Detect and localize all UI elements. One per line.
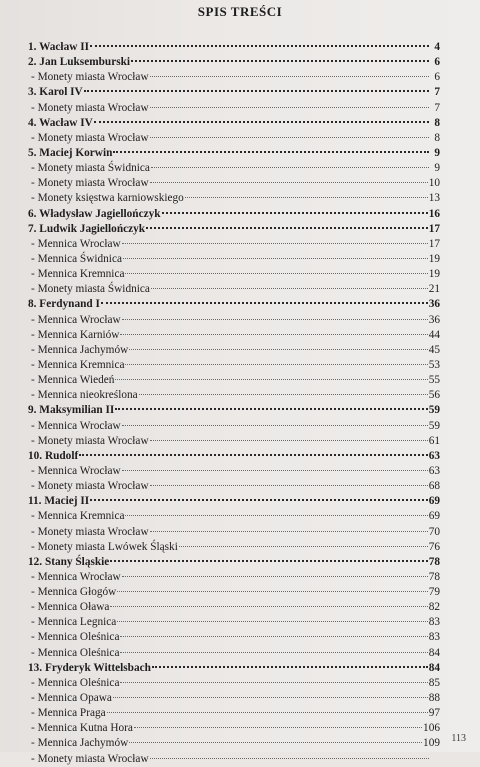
dot-leader xyxy=(125,363,427,365)
toc-chapter-entry xyxy=(28,222,440,237)
toc-subentry xyxy=(28,328,440,343)
dot-leader xyxy=(131,59,429,62)
toc-entry-page: 44 xyxy=(428,328,440,341)
dot-leader xyxy=(125,514,427,516)
dot-leader xyxy=(79,453,427,456)
dot-leader xyxy=(162,211,428,214)
toc-entry-label: - Mennica Karniów xyxy=(31,328,120,341)
toc-subentry xyxy=(28,176,440,191)
toc-entry-page: 88 xyxy=(428,692,440,705)
toc-entry-page: 9 xyxy=(434,146,440,159)
toc-entry-label: - Monety miasta Wrocław xyxy=(31,525,149,538)
dot-leader xyxy=(150,439,428,441)
toc-subentry xyxy=(28,676,440,691)
dot-leader xyxy=(115,378,427,380)
toc-entry-page: 85 xyxy=(428,676,440,689)
toc-entry-page: 8 xyxy=(434,116,440,129)
dot-leader xyxy=(113,696,428,698)
toc-entry-page: 16 xyxy=(428,207,440,220)
toc-entry-page: 76 xyxy=(428,540,440,553)
toc-subentry xyxy=(28,479,440,494)
dot-leader xyxy=(120,681,427,683)
toc-subentry xyxy=(28,752,440,767)
toc-subentry xyxy=(28,721,440,736)
toc-subentry xyxy=(28,434,440,449)
dot-leader xyxy=(113,150,429,153)
toc-entry-page: 45 xyxy=(428,343,440,356)
dot-leader xyxy=(117,590,427,592)
toc-chapter-entry xyxy=(28,146,440,161)
dot-leader xyxy=(150,75,429,77)
toc-subentry xyxy=(28,630,440,645)
toc-entry-page: 19 xyxy=(428,252,440,265)
toc-entry-label: - Monety księstwa karniowskiego xyxy=(31,192,184,205)
toc-entry-page: 97 xyxy=(428,707,440,720)
toc-entry-page: 78 xyxy=(428,570,440,583)
toc-subentry xyxy=(28,191,440,206)
toc-chapter-entry xyxy=(28,297,440,312)
toc-entry-page: 19 xyxy=(428,268,440,281)
toc-entry-label: 2. Jan Luksemburski xyxy=(28,56,131,69)
toc-entry-label: 5. Maciej Korwin xyxy=(28,146,113,159)
toc-entry-label: - Mennica Legnica xyxy=(31,616,117,629)
toc-entry-page: 8 xyxy=(434,131,440,144)
toc-entry-page: 70 xyxy=(428,525,440,538)
dot-leader xyxy=(84,89,429,92)
toc-entry-page: 53 xyxy=(428,358,440,371)
toc-entry-label: - Monety miasta Wrocław xyxy=(31,752,149,765)
toc-subentry xyxy=(28,237,440,252)
toc-entry-label: - Mennica Wrocław xyxy=(31,464,121,477)
toc-entry-label: - Mennica Praga xyxy=(31,707,106,720)
dot-leader xyxy=(129,348,427,350)
dot-leader xyxy=(120,333,427,335)
toc-entry-page: 4 xyxy=(434,41,440,53)
toc-subentry xyxy=(28,419,440,434)
page-number: 113 xyxy=(451,733,466,744)
toc-entry-page: 13 xyxy=(428,192,440,205)
toc-entry-label: - Monety miasta Wrocław xyxy=(31,480,149,493)
toc-entry-page: 83 xyxy=(428,616,440,629)
toc-entry-page: 84 xyxy=(428,646,440,659)
dot-leader xyxy=(123,257,428,259)
toc-entry-page: 7 xyxy=(434,86,440,99)
toc-entry-label: - Mennica Oława xyxy=(31,601,110,614)
toc-subentry xyxy=(28,313,440,328)
toc-entry-label: - Monety miasta Wrocław xyxy=(31,434,149,447)
toc-entry-label: - Mennica Jachymów xyxy=(31,737,129,750)
toc-subentry xyxy=(28,600,440,615)
toc-entry-page: 17 xyxy=(428,237,440,250)
toc-entry-page: 56 xyxy=(428,389,440,402)
toc-entry-label: - Mennica Świdnica xyxy=(31,252,122,265)
table-of-contents xyxy=(28,40,440,767)
dot-leader xyxy=(185,196,428,198)
toc-entry-label: 13. Fryderyk Wittelsbach xyxy=(28,661,151,674)
dot-leader xyxy=(151,166,429,168)
toc-chapter-entry xyxy=(28,85,440,100)
dot-leader xyxy=(90,44,429,47)
toc-entry-label: - Mennica Kutna Hora xyxy=(31,722,133,735)
toc-subentry xyxy=(28,267,440,282)
toc-entry-page: 68 xyxy=(428,480,440,493)
toc-chapter-entry xyxy=(28,449,440,464)
dot-leader xyxy=(134,726,422,728)
toc-entry-label: - Monety miasta Wrocław xyxy=(31,131,149,144)
toc-entry-label: - Monety miasta Wrocław xyxy=(31,101,149,114)
toc-entry-page: 84 xyxy=(428,661,440,674)
dot-leader xyxy=(94,120,429,123)
dot-leader xyxy=(101,301,428,304)
toc-entry-label: 8. Ferdynand I xyxy=(28,298,100,311)
dot-leader xyxy=(122,242,428,244)
dot-leader xyxy=(150,106,429,108)
toc-subentry xyxy=(28,615,440,630)
toc-entry-label: 4. Wacław IV xyxy=(28,116,93,129)
toc-entry-label: - Monety miasta Lwówek Śląski xyxy=(31,540,178,553)
toc-entry-label: - Mennica nieokreślona xyxy=(31,389,138,402)
toc-subentry xyxy=(28,509,440,524)
dot-leader xyxy=(117,620,427,622)
toc-entry-page: 83 xyxy=(428,631,440,644)
toc-entry-page: 17 xyxy=(428,222,440,235)
toc-subentry xyxy=(28,282,440,297)
toc-subentry xyxy=(28,70,440,85)
toc-chapter-entry xyxy=(28,555,440,570)
toc-subentry xyxy=(28,373,440,388)
toc-subentry xyxy=(28,101,440,116)
dot-leader xyxy=(150,530,428,532)
toc-entry-page: 61 xyxy=(428,434,440,447)
toc-entry-page: 82 xyxy=(428,601,440,614)
toc-chapter-entry xyxy=(28,403,440,418)
dot-leader xyxy=(179,545,428,547)
toc-entry-label: - Monety miasta Świdnica xyxy=(31,162,150,175)
toc-entry-label: - Monety miasta Wrocław xyxy=(31,177,149,190)
toc-entry-label: - Monety miasta Wrocław xyxy=(31,71,149,84)
dot-leader xyxy=(122,469,428,471)
toc-subentry xyxy=(28,585,440,600)
toc-subentry xyxy=(28,525,440,540)
toc-entry-page: 21 xyxy=(428,283,440,296)
dot-leader xyxy=(146,226,428,229)
dot-leader xyxy=(125,272,427,274)
toc-chapter-entry xyxy=(28,55,440,70)
toc-entry-label: 9. Maksymilian II xyxy=(28,404,115,417)
toc-subentry xyxy=(28,464,440,479)
toc-entry-label: - Mennica Oleśnica xyxy=(31,646,120,659)
toc-entry-page: 69 xyxy=(428,495,440,508)
toc-entry-page: 78 xyxy=(428,555,440,568)
toc-entry-label: 7. Ludwik Jagiellończyk xyxy=(28,222,146,235)
toc-entry-page: 109 xyxy=(423,737,440,750)
toc-entry-label: - Mennica Wrocław xyxy=(31,419,121,432)
toc-subentry xyxy=(28,691,440,706)
toc-subentry xyxy=(28,736,440,751)
dot-leader xyxy=(110,559,427,562)
dot-leader xyxy=(150,757,429,759)
toc-subentry xyxy=(28,161,440,176)
toc-entry-page: 55 xyxy=(428,374,440,387)
toc-entry-label: - Mennica Kremnica xyxy=(31,268,125,281)
toc-entry-page: 6 xyxy=(434,71,440,84)
toc-entry-label: 12. Stany Śląskie xyxy=(28,555,110,568)
toc-subentry xyxy=(28,252,440,267)
dot-leader xyxy=(150,136,429,138)
toc-subentry xyxy=(28,570,440,585)
toc-entry-label: - Mennica Głogów xyxy=(31,586,117,599)
dot-leader xyxy=(122,318,428,320)
toc-entry-label: - Monety miasta Świdnica xyxy=(31,283,150,296)
toc-entry-page: 10 xyxy=(428,177,440,190)
toc-entry-label: - Mennica Wrocław xyxy=(31,237,121,250)
toc-subentry xyxy=(28,131,440,146)
dot-leader xyxy=(122,575,428,577)
toc-entry-page: 36 xyxy=(428,313,440,326)
toc-entry-page: 59 xyxy=(428,419,440,432)
toc-entry-label: - Mennica Wrocław xyxy=(31,570,121,583)
dot-leader xyxy=(152,665,428,668)
toc-subentry xyxy=(28,540,440,555)
toc-entry-label: 10. Rudolf xyxy=(28,449,79,462)
toc-entry-label: 6. Władysław Jagiellończyk xyxy=(28,207,161,220)
toc-entry-label: - Mennica Opawa xyxy=(31,692,112,705)
toc-entry-label: - Mennica Wiedeń xyxy=(31,374,115,387)
toc-entry-page: 63 xyxy=(428,464,440,477)
toc-chapter-entry xyxy=(28,116,440,131)
dot-leader xyxy=(139,393,428,395)
dot-leader xyxy=(107,711,428,713)
toc-chapter-entry xyxy=(28,207,440,222)
dot-leader xyxy=(129,741,422,743)
toc-subentry xyxy=(28,388,440,403)
toc-entry-label: - Mennica Jachymów xyxy=(31,343,129,356)
toc-subentry xyxy=(28,646,440,661)
toc-entry-page: 59 xyxy=(428,404,440,417)
toc-subentry xyxy=(28,706,440,721)
dot-leader xyxy=(120,651,427,653)
toc-entry-label: - Mennica Kremnica xyxy=(31,358,125,371)
dot-leader xyxy=(122,424,428,426)
dot-leader xyxy=(120,635,427,637)
toc-entry-label: - Mennica Oleśnica xyxy=(31,631,120,644)
toc-entry-page: 9 xyxy=(434,162,440,175)
dot-leader xyxy=(110,605,427,607)
toc-entry-label: - Mennica Wrocław xyxy=(31,313,121,326)
toc-entry-page: 106 xyxy=(423,722,440,735)
toc-chapter-entry xyxy=(28,661,440,676)
toc-entry-label: 3. Karol IV xyxy=(28,86,83,99)
toc-entry-page: 63 xyxy=(428,449,440,462)
toc-entry-page: 6 xyxy=(434,56,440,69)
dot-leader xyxy=(115,407,427,410)
toc-chapter-entry xyxy=(28,40,440,55)
toc-entry-page: 7 xyxy=(434,101,440,114)
toc-subentry xyxy=(28,358,440,373)
dot-leader xyxy=(90,498,428,501)
toc-entry-page: 69 xyxy=(428,510,440,523)
toc-entry-label: 11. Maciej II xyxy=(28,495,90,508)
toc-entry-page: 79 xyxy=(428,586,440,599)
dot-leader xyxy=(150,181,428,183)
toc-subentry xyxy=(28,343,440,358)
toc-entry-label: - Mennica Oleśnica xyxy=(31,676,120,689)
toc-chapter-entry xyxy=(28,494,440,509)
toc-entry-label: - Mennica Kremnica xyxy=(31,510,125,523)
toc-entry-label: 1. Wacław II xyxy=(28,41,89,53)
page-title: SPIS TREŚCI xyxy=(197,4,283,19)
dot-leader xyxy=(150,484,428,486)
toc-entry-page: 36 xyxy=(428,298,440,311)
dot-leader xyxy=(151,287,428,289)
